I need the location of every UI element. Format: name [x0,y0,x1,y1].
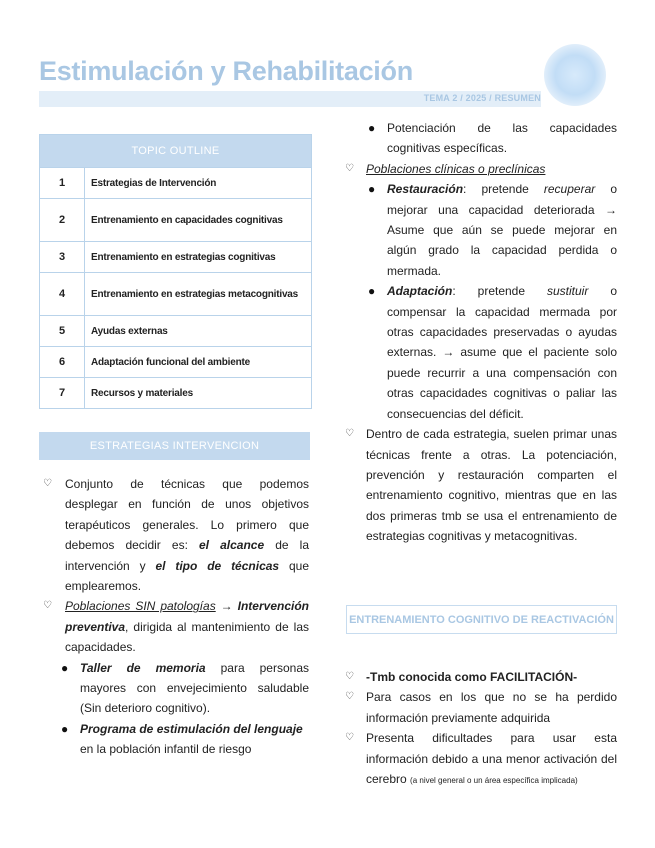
outline-row-text: Adaptación funcional del ambiente [91,356,250,368]
outline-heading: TOPIC OUTLINE [40,135,311,167]
list-item [39,474,309,596]
outline-row-number: 6 [40,347,85,377]
heart-bullet-icon: ♡ [43,600,52,612]
outline-row [40,241,311,272]
right-column [343,118,617,547]
heart-bullet-icon: ♡ [345,671,354,682]
paragraph-text: : pretende [463,182,544,197]
paragraph-text: en la población infantil de riesgo [80,742,252,757]
decorative-glow [544,44,606,106]
emphasis-text: Intervención preventiva [65,599,309,634]
bold-text: -Tmb conocida como FACILITACIÓN- [366,670,578,684]
list-item [39,719,309,760]
list-item [343,281,617,424]
bullet-dot-icon: ● [61,660,69,675]
outline-row-text: Entrenamiento en estrategias cognitivas [91,251,276,263]
list-item [343,728,617,791]
paragraph-text: o mejorar una capacidad deteriorada → Asume que aún se puede mejorar en algún grado la capacidad perdida o mermada. [387,182,617,278]
list-item [343,667,617,687]
outline-row-text: Entrenamiento en estrategias metacognitivas [91,288,299,300]
paragraph-text: Presenta dificultades para usar esta información debido a una menor activación del cerebro [366,731,617,787]
outline-row-text: Entrenamiento en capacidades cognitivas [91,214,283,226]
heart-bullet-icon: ♡ [43,478,52,489]
page-title: Estimulación y Rehabilitación [39,56,413,86]
page-subtitle: TEMA 2 / 2025 / RESUMEN [423,93,541,103]
outline-row [40,377,311,408]
outline-row-text: Recursos y materiales [91,387,193,399]
list-item [39,658,309,719]
right-column-bottom [343,667,617,791]
outline-row-number: 7 [40,378,85,408]
italic-text: recuperar [543,182,596,197]
heart-bullet-icon: ♡ [345,691,354,703]
paragraph-text: , dirigida al mantenimiento de las capacidades. [65,619,309,655]
emphasis-text: el tipo de técnicas [155,558,280,573]
italic-text: sustituir [547,284,589,299]
emphasis-text: Restauración [387,182,464,197]
list-item [343,687,617,728]
paragraph-text: o compensar la capacidad mermada por otras capacidades preservadas o ayudas externas. → asume que el paciente solo puede recurrir a una compensación con otras capacidades cognitivas o paliar las consecuencias del déficit. [387,284,617,421]
emphasis-text: Taller de memoria [80,660,206,675]
outline-row-number: 5 [40,316,85,346]
outline-row [40,315,311,346]
topic-outline-table [39,134,312,409]
outline-row [40,167,311,198]
paragraph-text: Potenciación de las capacidades cognitivas específicas. [387,121,617,156]
bullet-dot-icon: ● [368,182,376,197]
outline-row [40,346,311,377]
emphasis-text: el alcance [199,538,265,553]
emphasis-text: Programa de estimulación del lenguaje [80,721,303,736]
emphasis-text: Adaptación [387,284,453,299]
bullet-dot-icon: ● [368,121,376,135]
paragraph-text: Conjunto de técnicas que podemos desplegar en función de unos objetivos terapéuticos generales. Lo primero que debemos decidir es: [65,477,309,553]
bullet-dot-icon: ● [368,284,376,299]
underlined-text: Poblaciones SIN patologías [65,599,216,614]
list-item [343,118,617,159]
outline-row-text: Ayudas externas [91,325,168,337]
underlined-text: Poblaciones clínicas o preclínicas [366,161,546,176]
outline-row [40,272,311,315]
paragraph-text: Para casos en los que no se ha perdido información previamente adquirida [366,690,617,725]
heart-bullet-icon: ♡ [345,428,354,440]
outline-row [40,198,311,241]
outline-row-text: Estrategias de Intervención [91,177,217,189]
list-item [343,179,617,281]
outline-row-number: 1 [40,168,85,198]
list-item [343,424,617,546]
list-item [39,596,309,657]
paragraph-text: Dentro de cada estrategia, suelen primar unas técnicas frente a otras. La potenciación, prevención y restauración comparten el entrenamiento cognitivo, mientras que en las dos primeras tmb se usa el entrenamiento de estrategias cognitivas y metacognitivas. [366,427,617,544]
outline-row-number: 3 [40,242,85,272]
section-banner-estrategias: ESTRATEGIAS INTERVENCION [39,432,310,460]
list-item [343,159,617,179]
paragraph-text: que emplearemos. [65,558,310,594]
heart-bullet-icon: ♡ [345,162,354,174]
paragraph-text: para personas mayores con envejecimiento saludable (Sin deterioro cognitivo). [80,660,309,716]
arrow-text: → [215,599,238,614]
paragraph-text: de la intervención y [65,538,310,573]
left-column [39,474,309,760]
heart-bullet-icon: ♡ [345,732,354,744]
paragraph-text: : pretende [452,284,547,299]
section-banner-entrenamiento: ENTRENAMIENTO COGNITIVO DE REACTIVACIÓN [346,605,617,634]
outline-row-number: 4 [40,273,85,315]
bullet-dot-icon: ● [61,721,69,736]
outline-row-number: 2 [40,199,85,241]
small-note-text: (a nivel general o un área específica implicada) [410,776,578,786]
